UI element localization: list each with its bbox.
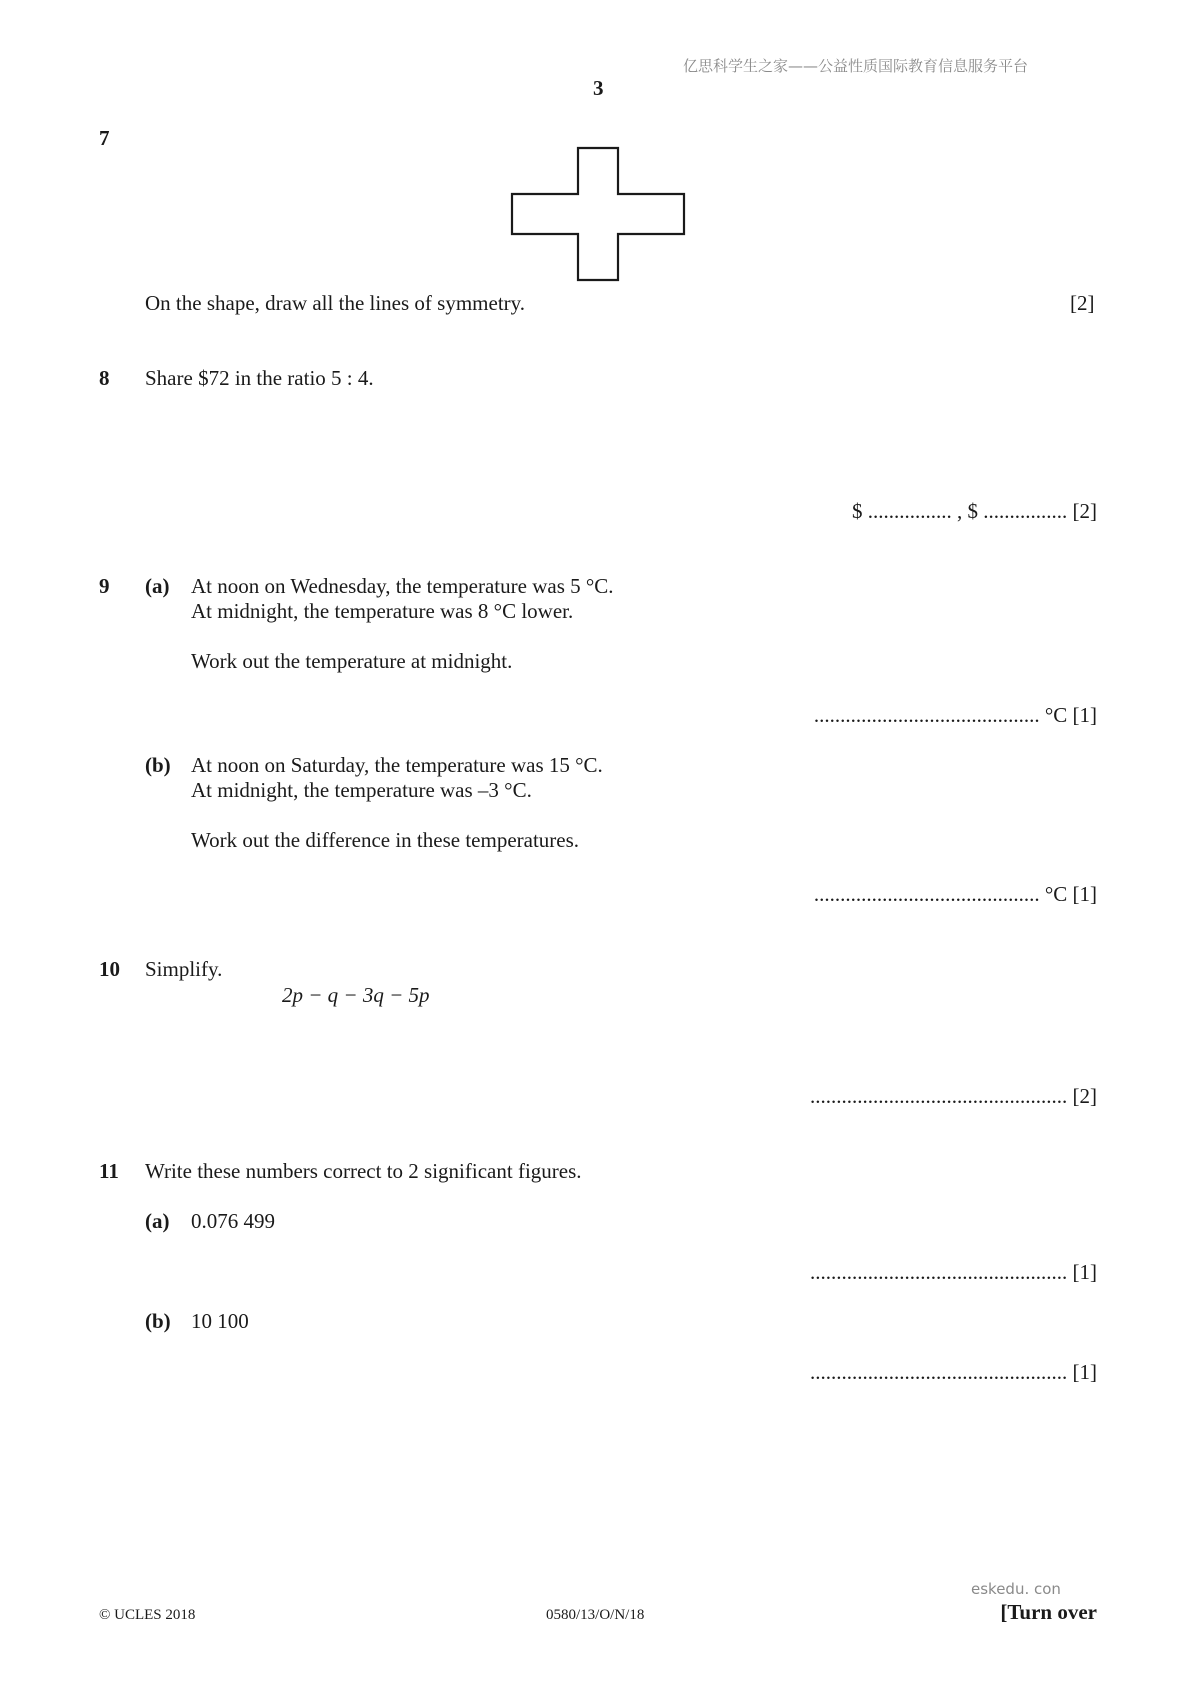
question-9a-instruction: Work out the temperature at midnight.	[191, 649, 513, 673]
question-9a-answer-line[interactable]: ........................................... °C [1]	[813, 703, 1097, 727]
question-10-answer-line[interactable]: ................................................. [2]	[810, 1084, 1097, 1108]
question-10-expression: 2p − q − 3q − 5p	[282, 983, 430, 1007]
question-7-text: On the shape, draw all the lines of symmetry.	[145, 291, 526, 315]
question-9a-line2: At midnight, the temperature was 8 °C lower.	[191, 599, 574, 623]
question-8-text: Share $72 in the ratio 5 : 4.	[145, 366, 374, 390]
question-9a-label: (a)	[145, 574, 170, 598]
question-10-text: Simplify.	[145, 957, 223, 981]
question-11a-answer-line[interactable]: ................................................. [1]	[810, 1260, 1097, 1284]
question-11-text: Write these numbers correct to 2 significant figures.	[145, 1159, 582, 1183]
question-11a-value: 0.076 499	[191, 1209, 275, 1233]
question-9b-line2: At midnight, the temperature was –3 °C.	[191, 778, 532, 802]
question-11b-value: 10 100	[191, 1309, 249, 1333]
watermark-bottom: eskedu. con	[971, 1580, 1061, 1598]
question-10-number: 10	[99, 957, 120, 981]
footer-copyright: © UCLES 2018	[99, 1607, 196, 1623]
cross-shape	[510, 146, 688, 282]
footer-paper-code: 0580/13/O/N/18	[546, 1607, 645, 1623]
question-11-number: 11	[99, 1159, 119, 1183]
question-9-number: 9	[99, 574, 110, 598]
question-8-answer-line[interactable]: $ ................ , $ ................ [2]	[852, 499, 1097, 523]
question-9a-line1: At noon on Wednesday, the temperature was 5 °C.	[191, 574, 614, 598]
question-9b-line1: At noon on Saturday, the temperature was 15 °C.	[191, 753, 603, 777]
question-11a-label: (a)	[145, 1209, 170, 1233]
question-9b-instruction: Work out the difference in these temperatures.	[191, 828, 580, 852]
question-9b-label: (b)	[145, 753, 171, 777]
footer-turn-over: [Turn over	[1000, 1600, 1097, 1624]
question-7-marks: [2]	[1070, 291, 1095, 315]
question-11b-label: (b)	[145, 1309, 171, 1333]
page-number: 3	[593, 76, 604, 100]
question-8-number: 8	[99, 366, 110, 390]
watermark-top: 亿思科学生之家——公益性质国际教育信息服务平台	[683, 57, 1029, 75]
question-7-number: 7	[99, 126, 110, 150]
question-9b-answer-line[interactable]: ........................................... °C [1]	[813, 882, 1097, 906]
question-11b-answer-line[interactable]: ................................................. [1]	[810, 1360, 1097, 1384]
